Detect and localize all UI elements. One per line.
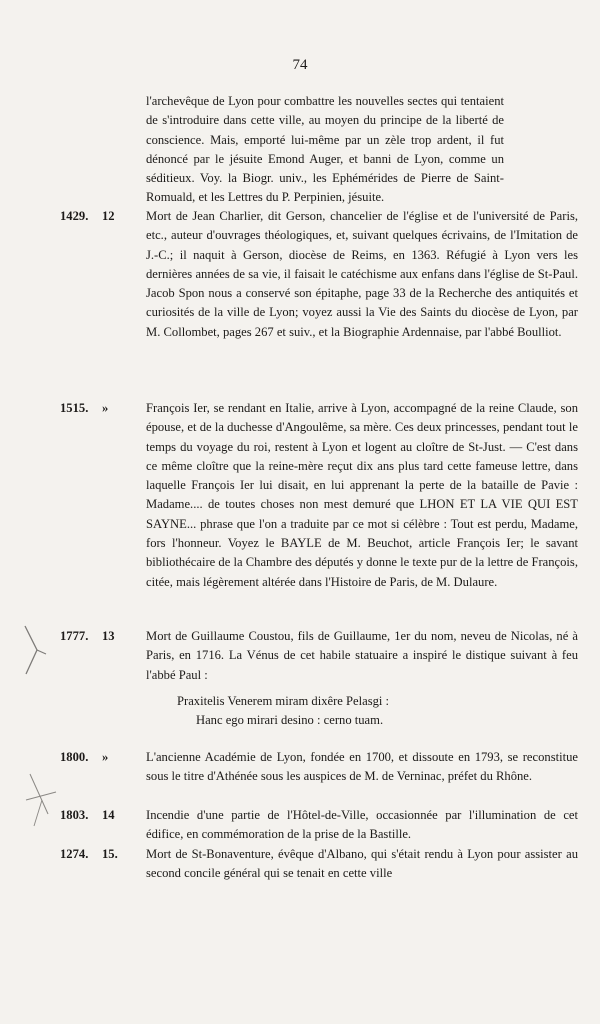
pencil-mark-arrow	[22, 624, 48, 678]
entry-year: 1800.	[60, 750, 89, 764]
verse-line-1: Praxitelis Venerem miram dixêre Pelasgi :	[177, 694, 390, 708]
entry-year: 1515.	[60, 401, 89, 415]
entry-text: Mort de Guillaume Coustou, fils de Guillaume, 1er du nom, neveu de Nicolas, né à Paris, en 1716. La Vénus de cet habile statuaire a inspiré le distique suivant à feu l'abbé Paul :	[146, 629, 578, 682]
verse-line-2: Hanc ego mirari desino : cerno tuam.	[196, 713, 384, 728]
continuation-text: l'archevêque de Lyon pour combattre les nouvelles sectes qui tentaient de s'introduire dans cette ville, au moyen du principe de la liberté de conscience. Mais, emporté lui-même par un zèle trop ardent, il fut dénoncé par le jésuite Emond Auger, et banni de Lyon, comme un séditieux. Voy. la Biogr. univ., les Ephémérides de Pierre de Saint-Romuald, et les Lettres du P. Perpinien, jésuite.	[146, 94, 504, 205]
entry-text: Mort de Jean Charlier, dit Gerson, chancelier de l'église et de l'université de Paris, etc., auteur d'ouvrages théologiques, et, suivant quelques écrivains, de l'Imitation de J.-C.; il naquit à Gerson, diocèse de Reims, en 1363. Réfugié à Lyon vers les dernières années de sa vie, il faisait le catéchisme aux enfans dans l'église de St-Paul. Jacob Spon nous a conservé son épitaphe, page 33 de la Recherche des antiquités et curiosités de la ville de Lyon; voyez aussi la Vie des Saints du diocèse de Lyon, par M. Collombet, pages 267 et suiv., et la Biographie Ardennaise, par l'abbé Boulliot.	[146, 209, 578, 339]
entry-day: 14	[102, 808, 115, 822]
entry-day: 12	[102, 209, 115, 223]
entry-day: 15.	[102, 847, 118, 861]
entry-1800	[60, 748, 578, 787]
entry-year: 1803.	[60, 808, 89, 822]
entry-day: »	[102, 750, 109, 764]
entry-text: Mort de St-Bonaventure, évêque d'Albano, qui s'était rendu à Lyon pour assister au second concile général qui se tenait en cette ville	[146, 847, 578, 881]
entry-year: 1777.	[60, 629, 89, 643]
entry-1429	[60, 207, 578, 342]
distique-verse	[0, 692, 600, 731]
entry-1777	[60, 627, 578, 685]
entry-text: Incendie d'une partie de l'Hôtel-de-Ville, occasionnée par l'illumination de cet édifice, en commémoration de la prise de la Bastille.	[146, 808, 578, 842]
page-number: 74	[292, 57, 308, 73]
entry-year: 1429.	[60, 209, 89, 223]
entry-day: »	[102, 401, 109, 415]
entry-day: 13	[102, 629, 115, 643]
pencil-mark-cross	[24, 770, 58, 828]
entry-text: L'ancienne Académie de Lyon, fondée en 1700, et dissoute en 1793, se reconstitue sous le titre d'Athénée sous les auspices de M. de Verninac, préfet du Rhône.	[146, 750, 578, 784]
entry-1274	[60, 845, 578, 884]
entry-1803	[60, 806, 578, 845]
entry-year: 1274.	[60, 847, 89, 861]
continuation-paragraph	[146, 92, 504, 208]
entry-1515	[60, 399, 578, 592]
entry-text: François Ier, se rendant en Italie, arrive à Lyon, accompagné de la reine Claude, son épouse, et de la duchesse d'Angoulême, sa mère. Ces deux princesses, pendant tout le temps du voyage du roi, restent à Lyon et logent au cloître de St-Just. — C'est dans ce même cloître que la reine-mère reçut dix ans plus tard cette fameuse lettre, dans laquelle François Ier lui disait, en lui apprenant la perte de la bataille de Pavie : Madame.... de toutes choses non mest demuré que LHON ET LA VIE QUI EST SAYNE... phrase que l'on a traduite par ce mot si célèbre : Tout est perdu, Madame, fors l'honneur. Voyez le BAYLE de M. Beuchot, article François Ier; le savant bibliothécaire de la Chambre des députés y donne le texte pur de la lettre de François, citée, mais légèrement altérée dans l'Histoire de Paris, de M. Dulaure.	[146, 401, 578, 589]
